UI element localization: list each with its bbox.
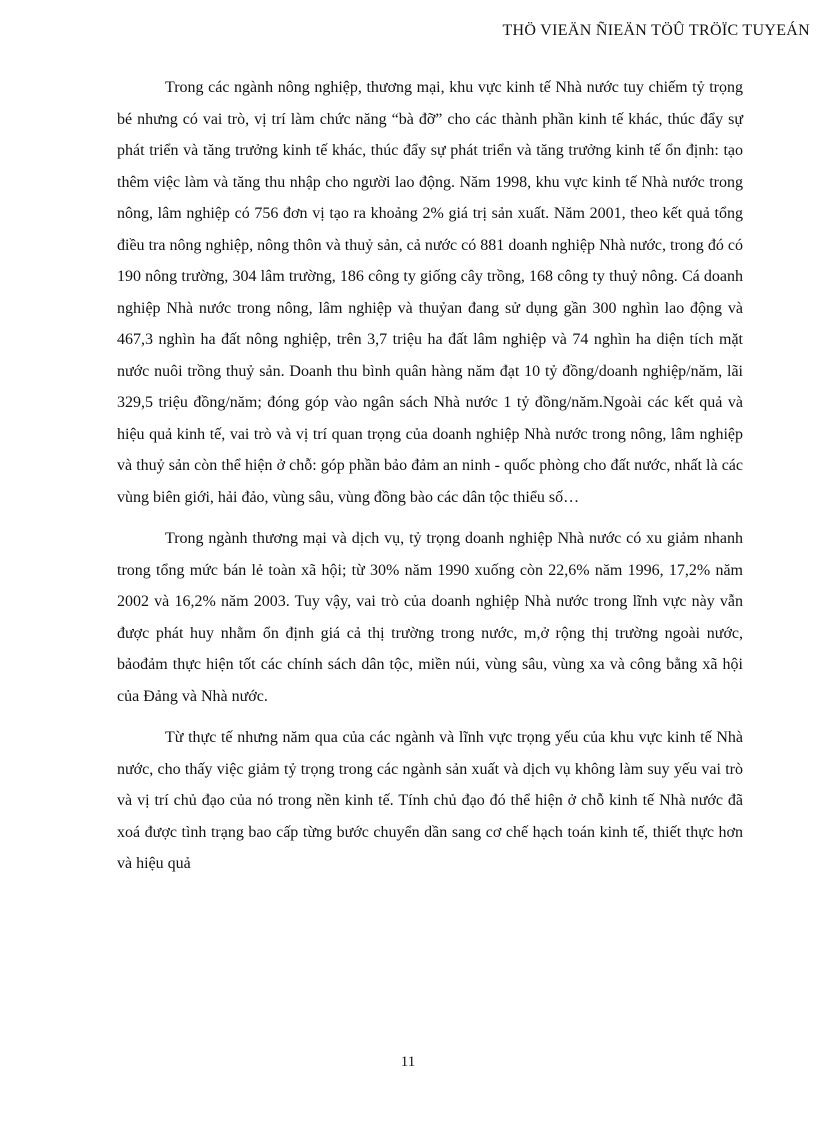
document-body (117, 72, 743, 880)
paragraph-3: Từ thực tế nhưng năm qua của các ngành và lĩnh vực trọng yếu của khu vực kinh tế Nhà nước, cho thấy việc giảm tỷ trọng trong các ngành sản xuất và dịch vụ không làm suy yếu vai trò và vị trí chủ đạo của nó trong nền kinh tế. Tính chủ đạo đó thể hiện ở chỗ kinh tế Nhà nước đã xoá được tình trạng bao cấp từng bước chuyển dần sang cơ chế hạch toán kinh tế, thiết thực hơn và hiệu quả (117, 729, 743, 872)
paragraph-1: Trong các ngành nông nghiệp, thương mại, khu vực kinh tế Nhà nước tuy chiếm tỷ trọng bé nhưng có vai trò, vị trí làm chức năng “bà đỡ” cho các thành phần kinh tế khác, thúc đẩy sự phát triển và tăng trưởng kinh tế khác, thúc đẩy sự phát triển và tăng trưởng kinh tế ổn định: tạo thêm việc làm và tăng thu nhập cho người lao động. Năm 1998, khu vực kinh tế Nhà nước trong nông, lâm nghiệp có 756 đơn vị tạo ra khoảng 2% giá trị sản xuất. Năm 2001, theo kết quả tổng điều tra nông nghiệp, nông thôn và thuỷ sản, cả nước có 881 doanh nghiệp Nhà nước, trong đó có 190 nông trường, 304 lâm trường, 186 công ty giống cây trồng, 168 công ty thuỷ nông. Cá doanh nghiệp Nhà nước trong nông, lâm nghiệp và thuỷan đang sử dụng gần 300 nghìn lao động và 467,3 nghìn ha đất nông nghiệp, trên 3,7 triệu ha đất lâm nghiệp và 74 nghìn ha diện tích mặt nước nuôi trồng thuỷ sản. Doanh thu bình quân hàng năm đạt 10 tỷ đồng/doanh nghiệp/năm, lãi 329,5 triệu đồng/năm; đóng góp vào ngân sách Nhà nước 1 tỷ đồng/năm.Ngoài các kết quả và hiệu quả kinh tế, vai trò và vị trí quan trọng của doanh nghiệp Nhà nước trong nông, lâm nghiệp và thuỷ sản còn thể hiện ở chỗ: góp phần bảo đảm an ninh - quốc phòng cho đất nước, nhất là các vùng biên giới, hải đảo, vùng sâu, vùng đồng bào các dân tộc thiểu số… (117, 79, 743, 506)
document-header: THÖ VIEÄN ÑIEÄN TÖÛ TRÖÏC TUYEÁN (502, 22, 810, 39)
paragraph-2: Trong ngành thương mại và dịch vụ, tỷ trọng doanh nghiệp Nhà nước có xu giảm nhanh trong tổng mức bán lẻ toàn xã hội; từ 30% năm 1990 xuống còn 22,6% năm 1996, 17,2% năm 2002 và 16,2% năm 2003. Tuy vậy, vai trò của doanh nghiệp Nhà nước trong lĩnh vực này vẫn được phát huy nhằm ổn định giá cả thị trường trong nước, m,ở rộng thị trường ngoài nước, bảođảm thực hiện tốt các chính sách dân tộc, miền núi, vùng sâu, vùng xa và công bằng xã hội của Đảng và Nhà nước. (117, 530, 743, 705)
page-number: 11 (400, 1054, 416, 1070)
